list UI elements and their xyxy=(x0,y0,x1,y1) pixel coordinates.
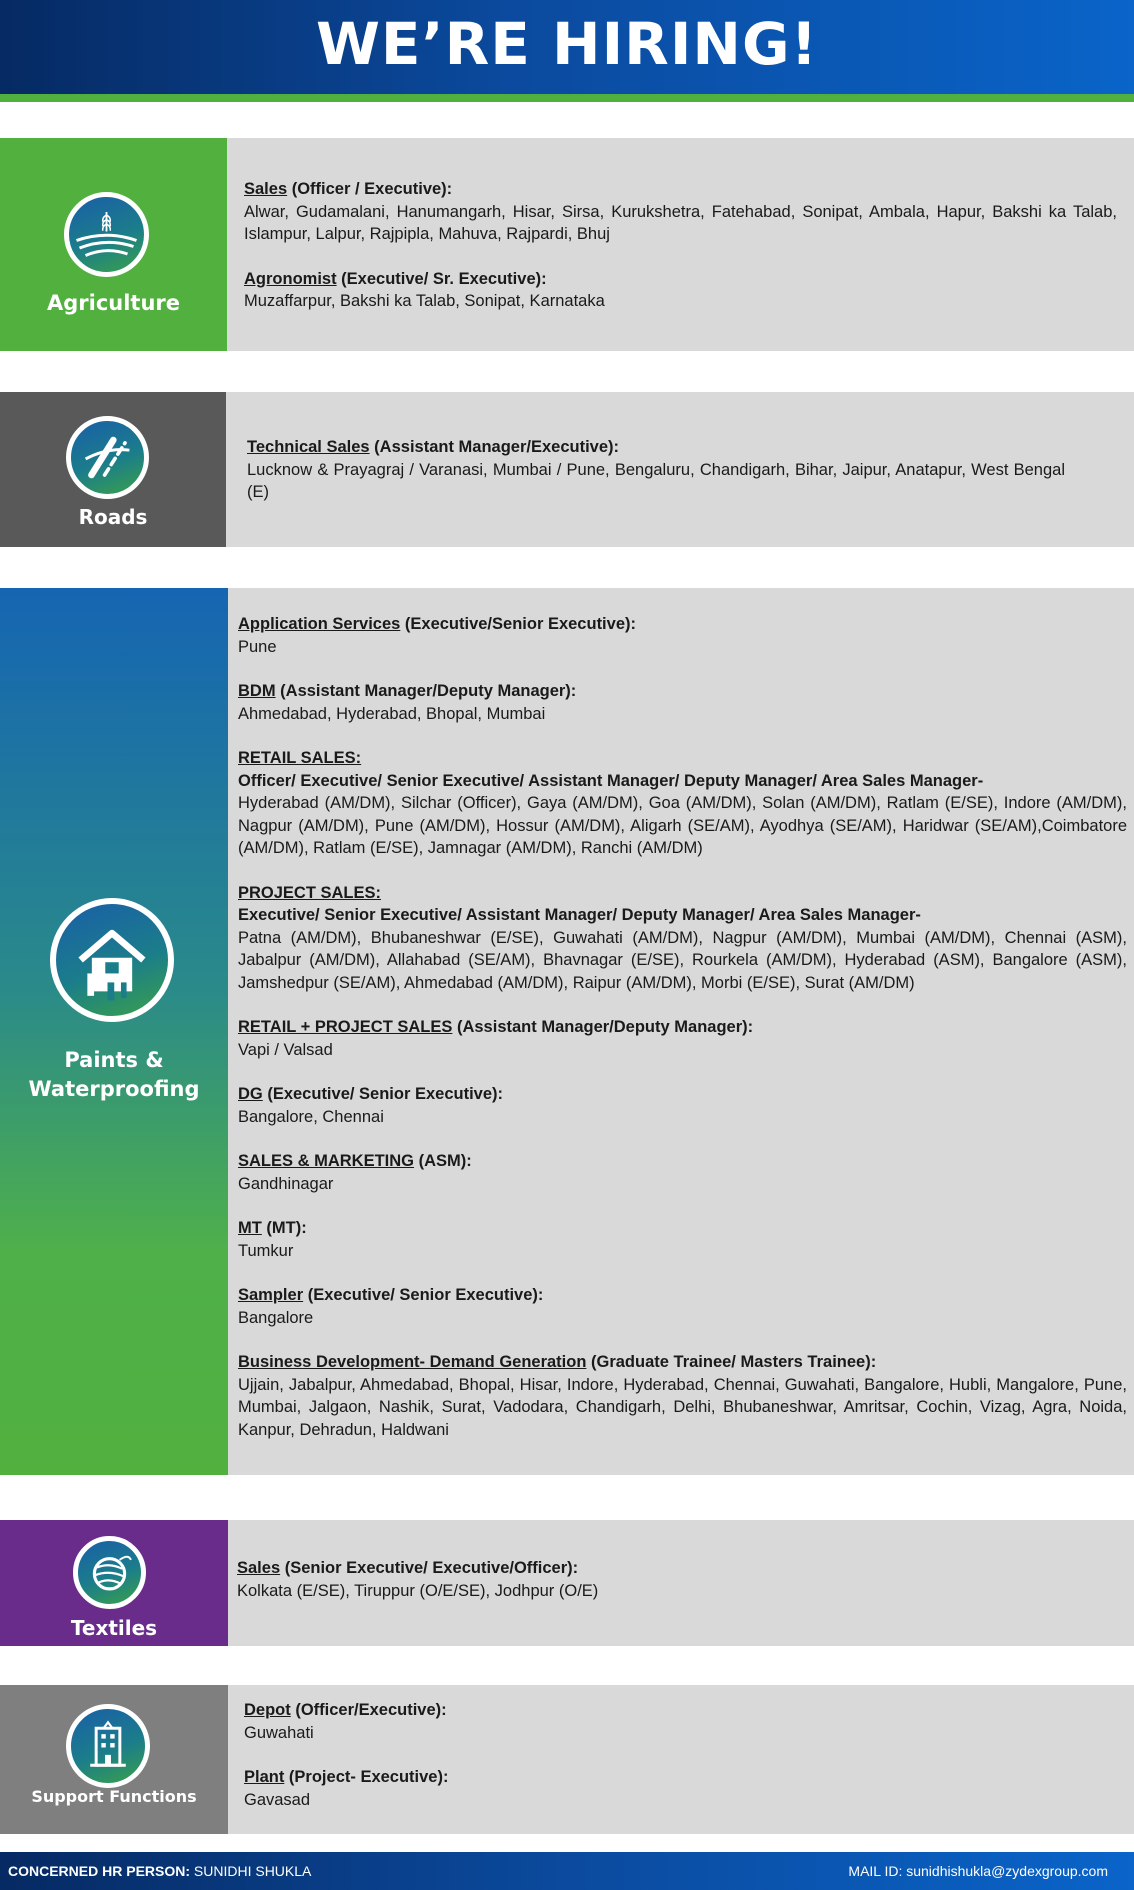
section-textiles xyxy=(0,1520,1134,1646)
support-jobs xyxy=(244,1699,1044,1811)
job-item xyxy=(244,1766,1044,1811)
job-title xyxy=(238,1284,1127,1307)
job-role: (Officer / Executive): xyxy=(287,180,453,198)
job-locations: Pune xyxy=(238,637,277,656)
job-role: (Executive/ Senior Executive): xyxy=(262,1085,504,1103)
job-locations: Lucknow & Prayagraj / Varanasi, Mumbai / Pune, Bengaluru, Chandigarh, Bihar, Jaipur, Anatapur, West Bengal (E) xyxy=(247,460,1065,501)
job-title xyxy=(238,1083,1127,1106)
textiles-panel xyxy=(0,1520,228,1646)
job-role: (Senior Executive/ Executive/Officer): xyxy=(280,1559,579,1577)
job-locations: Bangalore xyxy=(238,1308,314,1327)
job-department: RETAIL SALES: xyxy=(238,749,362,767)
section-support-functions xyxy=(0,1685,1134,1834)
support-label: Support Functions xyxy=(31,1787,197,1806)
job-department: Application Services xyxy=(238,615,401,633)
job-title xyxy=(238,882,1127,905)
job-department: SALES & MARKETING xyxy=(238,1152,415,1170)
hr-contact xyxy=(8,1863,311,1879)
job-title xyxy=(238,1217,1127,1240)
job-department: DG xyxy=(238,1085,263,1103)
support-panel xyxy=(0,1685,228,1834)
job-item xyxy=(247,436,1065,504)
job-locations: Ujjain, Jabalpur, Ahmedabad, Bhopal, Hisar, Indore, Hyderabad, Chennai, Guwahati, Bangalore, Hubli, Mangalore, Pune, Mumbai, Jalgaon, Nashik, Surat, Vadodara, Chandigarh, Delhi, Bhubaneshwar, Amritsar, Cochin, Vizag, Agra, Noida, Kanpur, Dehradun, Haldwani xyxy=(238,1375,1127,1439)
agriculture-jobs-panel xyxy=(227,138,1134,351)
job-title xyxy=(244,178,1117,201)
job-department: RETAIL + PROJECT SALES xyxy=(238,1018,453,1036)
road-icon xyxy=(66,416,149,499)
job-department: BDM xyxy=(238,682,276,700)
textiles-label: Textiles xyxy=(70,1616,158,1640)
job-locations: Ahmedabad, Hyderabad, Bhopal, Mumbai xyxy=(238,704,546,723)
job-locations: Muzaffarpur, Bakshi ka Talab, Sonipat, Karnataka xyxy=(244,292,605,310)
paints-jobs xyxy=(238,613,1127,1441)
job-role: (ASM): xyxy=(414,1152,472,1170)
job-role: (MT): xyxy=(261,1219,307,1237)
job-role: (Graduate Trainee/ Masters Trainee): xyxy=(586,1353,877,1371)
job-locations: Alwar, Gudamalani, Hanumangarh, Hisar, Sirsa, Kurukshetra, Fatehabad, Sonipat, Ambala, Hapur, Bakshi ka Talab, Islampur, Lalpur, Rajpipla, Mahuva, Rajpardi, Bhuj xyxy=(244,202,1117,243)
job-role: (Executive/ Senior Executive): xyxy=(303,1286,544,1304)
job-role: (Executive/ Sr. Executive): xyxy=(336,269,547,288)
job-roles-list: Officer/ Executive/ Senior Executive/ Assistant Manager/ Deputy Manager/ Area Sales Manager- xyxy=(238,771,984,790)
job-title xyxy=(238,1150,1127,1173)
job-department: Sampler xyxy=(238,1286,304,1304)
job-locations: Vapi / Valsad xyxy=(238,1040,333,1059)
job-title xyxy=(244,1766,1044,1789)
job-department: Sales xyxy=(244,180,288,198)
header-accent-stripe xyxy=(0,94,1134,102)
mail-contact xyxy=(848,1863,1108,1879)
section-agriculture xyxy=(0,138,1134,351)
job-item xyxy=(238,1150,1127,1195)
job-department: Plant xyxy=(244,1768,285,1786)
job-title xyxy=(238,1016,1127,1039)
job-locations: Hyderabad (AM/DM), Silchar (Officer), Gaya (AM/DM), Goa (AM/DM), Solan (AM/DM), Ratlam (E/SE), Indore (AM/DM), Nagpur (AM/DM), Pune (AM/DM), Hossur (AM/DM), Aligarh (SE/AM), Ayodhya (SE/AM), Haridwar (SE/AM),Coimbatore (AM/DM), Ratlam (E/SE), Jamnagar (AM/DM), Ranchi (AM/DM) xyxy=(238,794,1127,857)
support-jobs-panel xyxy=(228,1685,1134,1834)
job-item xyxy=(238,1016,1127,1061)
job-item xyxy=(238,1083,1127,1128)
hr-name: SUNIDHI SHUKLA xyxy=(190,1863,312,1879)
header-banner xyxy=(0,0,1134,94)
agriculture-jobs xyxy=(244,178,1117,313)
job-department: Depot xyxy=(244,1701,291,1719)
job-role: (Project- Executive): xyxy=(284,1768,449,1786)
hr-label: CONCERNED HR PERSON: xyxy=(8,1863,191,1879)
job-title xyxy=(238,613,1127,636)
job-department: Sales xyxy=(237,1559,281,1577)
job-item xyxy=(238,613,1127,658)
field-wheat-icon xyxy=(64,192,149,277)
agriculture-panel xyxy=(0,138,227,351)
job-role: (Officer/Executive): xyxy=(290,1701,447,1719)
job-role: (Assistant Manager/Deputy Manager): xyxy=(275,682,577,700)
roads-label: Roads xyxy=(78,505,148,529)
office-building-icon xyxy=(66,1704,150,1788)
mail-address: sunidhishukla@zydexgroup.com xyxy=(902,1863,1108,1879)
job-locations: Gandhinagar xyxy=(238,1174,334,1193)
mail-label: MAIL ID: xyxy=(848,1863,903,1879)
job-title xyxy=(238,1351,1127,1374)
paints-label-line1: Paints & xyxy=(64,1048,164,1072)
job-item xyxy=(237,1557,1117,1602)
job-role: (Assistant Manager/Executive): xyxy=(369,438,620,456)
job-role: (Assistant Manager/Deputy Manager): xyxy=(452,1018,754,1036)
roads-jobs-panel xyxy=(226,392,1134,547)
job-locations: Patna (AM/DM), Bhubaneshwar (E/SE), Guwahati (AM/DM), Nagpur (AM/DM), Mumbai (AM/DM), Chennai (ASM), Jabalpur (AM/DM), Allahabad (SE/AM), Bhavnagar (E/SE), Rourkela (AM/DM), Hyderabad (ASM), Bangalore (ASM), Jamshedpur (SE/AM), Ahmedabad (AM/DM), Raipur (AM/DM), Morbi (E/SE), Surat (AM/DM) xyxy=(238,928,1127,992)
yarn-ball-icon xyxy=(73,1536,146,1609)
job-department: Business Development- Demand Generation xyxy=(238,1353,587,1371)
paints-panel xyxy=(0,588,228,1475)
house-paint-roller-icon xyxy=(50,898,174,1022)
paints-jobs-panel xyxy=(228,588,1134,1475)
footer-bar xyxy=(0,1852,1134,1890)
job-role: (Executive/Senior Executive): xyxy=(400,615,636,633)
job-title xyxy=(238,747,1127,770)
job-title xyxy=(237,1557,1117,1580)
job-item xyxy=(238,1351,1127,1441)
textiles-jobs-panel xyxy=(228,1520,1134,1646)
job-title xyxy=(244,1699,1044,1722)
job-department: Technical Sales xyxy=(247,438,370,456)
job-department: MT xyxy=(238,1219,262,1237)
job-roles-list: Executive/ Senior Executive/ Assistant Manager/ Deputy Manager/ Area Sales Manager- xyxy=(238,906,921,924)
job-item xyxy=(244,178,1117,246)
paints-label-line2: Waterproofing xyxy=(28,1077,200,1101)
job-department: PROJECT SALES: xyxy=(238,883,382,902)
agriculture-label: Agriculture xyxy=(46,291,181,315)
page-title: WE’RE HIRING! xyxy=(315,10,819,78)
roads-panel xyxy=(0,392,226,547)
job-item xyxy=(238,747,1127,860)
job-item xyxy=(238,680,1127,725)
job-locations: Guwahati xyxy=(244,1723,314,1742)
job-item xyxy=(238,1284,1127,1329)
job-title xyxy=(238,680,1127,703)
job-title xyxy=(244,268,1117,291)
job-item xyxy=(238,882,1127,995)
roads-jobs xyxy=(247,436,1065,504)
job-locations: Tumkur xyxy=(238,1241,294,1260)
section-paints-waterproofing xyxy=(0,588,1134,1475)
job-locations: Bangalore, Chennai xyxy=(238,1107,384,1126)
job-title xyxy=(247,436,1065,459)
job-item xyxy=(238,1217,1127,1262)
textiles-jobs xyxy=(237,1557,1117,1602)
job-item xyxy=(244,268,1117,313)
job-locations: Gavasad xyxy=(244,1790,311,1809)
job-department: Agronomist xyxy=(244,269,337,288)
job-locations: Kolkata (E/SE), Tiruppur (O/E/SE), Jodhpur (O/E) xyxy=(237,1581,599,1600)
section-roads xyxy=(0,392,1134,547)
job-item xyxy=(244,1699,1044,1744)
